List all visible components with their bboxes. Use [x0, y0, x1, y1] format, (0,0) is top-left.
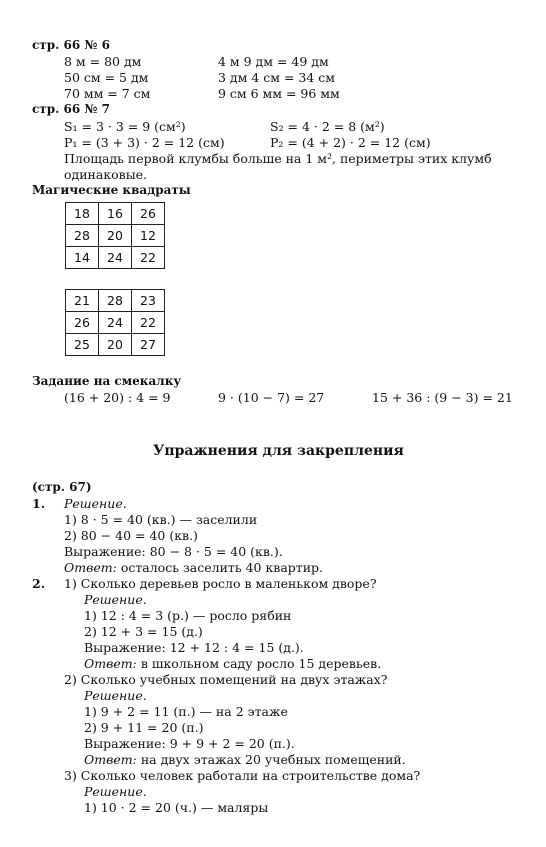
grid-cell: 24	[99, 247, 132, 269]
conclusion-text-cont: одинаковые.	[64, 167, 148, 182]
answer-text: на двух этажах 20 учебных помещений.	[140, 752, 406, 767]
grid-cell: 22	[132, 312, 165, 334]
solution-line: 1) 8 · 5 = 40 (кв.) — заселили	[64, 512, 258, 527]
grid-cell: 20	[99, 334, 132, 356]
conversion-line: 8 м = 80 дм	[64, 54, 142, 69]
grid-cell: 24	[99, 312, 132, 334]
grid-cell: 14	[66, 247, 99, 269]
grid-cell: 21	[66, 290, 99, 312]
grid-cell: 27	[132, 334, 165, 356]
table-row	[66, 334, 165, 356]
answer-label: Ответ:	[64, 560, 117, 575]
perimeter-formula-1: P₁ = (3 + 3) · 2 = 12 (см)	[64, 135, 225, 150]
question-line: 1) Сколько деревьев росло в маленьком дворе?	[64, 576, 377, 591]
solution-line: 1) 12 : 4 = 3 (р.) — росло рябин	[84, 608, 292, 623]
task-number-1: 1.	[32, 496, 46, 511]
grid-cell: 20	[99, 225, 132, 247]
answer-label: Ответ:	[84, 656, 137, 671]
magic-squares-header: Магические квадраты	[32, 183, 191, 197]
conversion-line: 9 см 6 мм = 96 мм	[218, 86, 340, 101]
magic-square-2	[65, 289, 165, 356]
solution-line: 1) 10 · 2 = 20 (ч.) — маляры	[84, 800, 269, 815]
table-row	[66, 312, 165, 334]
grid-cell: 25	[66, 334, 99, 356]
expression-line: Выражение: 9 + 9 + 2 = 20 (п.).	[84, 736, 295, 751]
solution-line: 2) 12 + 3 = 15 (д.)	[84, 624, 203, 639]
grid-cell: 26	[132, 203, 165, 225]
solution-line: 2) 80 − 40 = 40 (кв.)	[64, 528, 198, 543]
grid-cell: 26	[66, 312, 99, 334]
answer-text: в школьном саду росло 15 деревьев.	[140, 656, 382, 671]
table-row	[66, 225, 165, 247]
grid-cell: 16	[99, 203, 132, 225]
magic-square-1	[65, 202, 165, 269]
solution-label: Решение.	[84, 592, 147, 607]
solution-line: 2) 9 + 11 = 20 (п.)	[84, 720, 204, 735]
answer-label: Ответ:	[84, 752, 137, 767]
page-reference: (стр. 67)	[32, 480, 92, 494]
answer-text: осталось заселить 40 квартир.	[120, 560, 324, 575]
conversion-line: 3 дм 4 см = 34 см	[218, 70, 335, 85]
puzzle-expression-2: 9 · (10 − 7) = 27	[218, 390, 325, 405]
solution-line: 1) 9 + 2 = 11 (п.) — на 2 этаже	[84, 704, 288, 719]
conversion-line: 70 мм = 7 см	[64, 86, 151, 101]
section-header-p66-n7: стр. 66 № 7	[32, 102, 110, 116]
puzzle-expression-1: (16 + 20) : 4 = 9	[64, 390, 171, 405]
conversion-line: 50 см = 5 дм	[64, 70, 149, 85]
exercises-title: Упражнения для закрепления	[153, 443, 404, 459]
task-number-2: 2.	[32, 576, 46, 591]
perimeter-formula-2: P₂ = (4 + 2) · 2 = 12 (см)	[270, 135, 431, 150]
grid-cell: 18	[66, 203, 99, 225]
puzzle-header: Задание на смекалку	[32, 374, 182, 388]
conversion-line: 4 м 9 дм = 49 дм	[218, 54, 329, 69]
question-line: 2) Сколько учебных помещений на двух этажах?	[64, 672, 388, 687]
area-formula-1: S₁ = 3 · 3 = 9 (см²)	[64, 119, 186, 134]
grid-cell: 22	[132, 247, 165, 269]
area-formula-2: S₂ = 4 · 2 = 8 (м²)	[270, 119, 385, 134]
puzzle-expression-3: 15 + 36 : (9 − 3) = 21	[372, 390, 513, 405]
table-row	[66, 203, 165, 225]
grid-cell: 28	[99, 290, 132, 312]
answer-line	[84, 656, 381, 671]
expression-line: Выражение: 80 − 8 · 5 = 40 (кв.).	[64, 544, 283, 559]
answer-line	[64, 560, 323, 575]
expression-line: Выражение: 12 + 12 : 4 = 15 (д.).	[84, 640, 304, 655]
grid-cell: 28	[66, 225, 99, 247]
section-header-p66-n6: стр. 66 № 6	[32, 38, 110, 52]
conclusion-text: Площадь первой клумбы больше на 1 м², периметры этих клумб	[64, 151, 492, 166]
question-line: 3) Сколько человек работали на строительстве дома?	[64, 768, 421, 783]
table-row	[66, 247, 165, 269]
grid-cell: 12	[132, 225, 165, 247]
table-row	[66, 290, 165, 312]
grid-cell: 23	[132, 290, 165, 312]
solution-label: Решение.	[64, 496, 127, 511]
answer-line	[84, 752, 406, 767]
solution-label: Решение.	[84, 688, 147, 703]
solution-label: Решение.	[84, 784, 147, 799]
